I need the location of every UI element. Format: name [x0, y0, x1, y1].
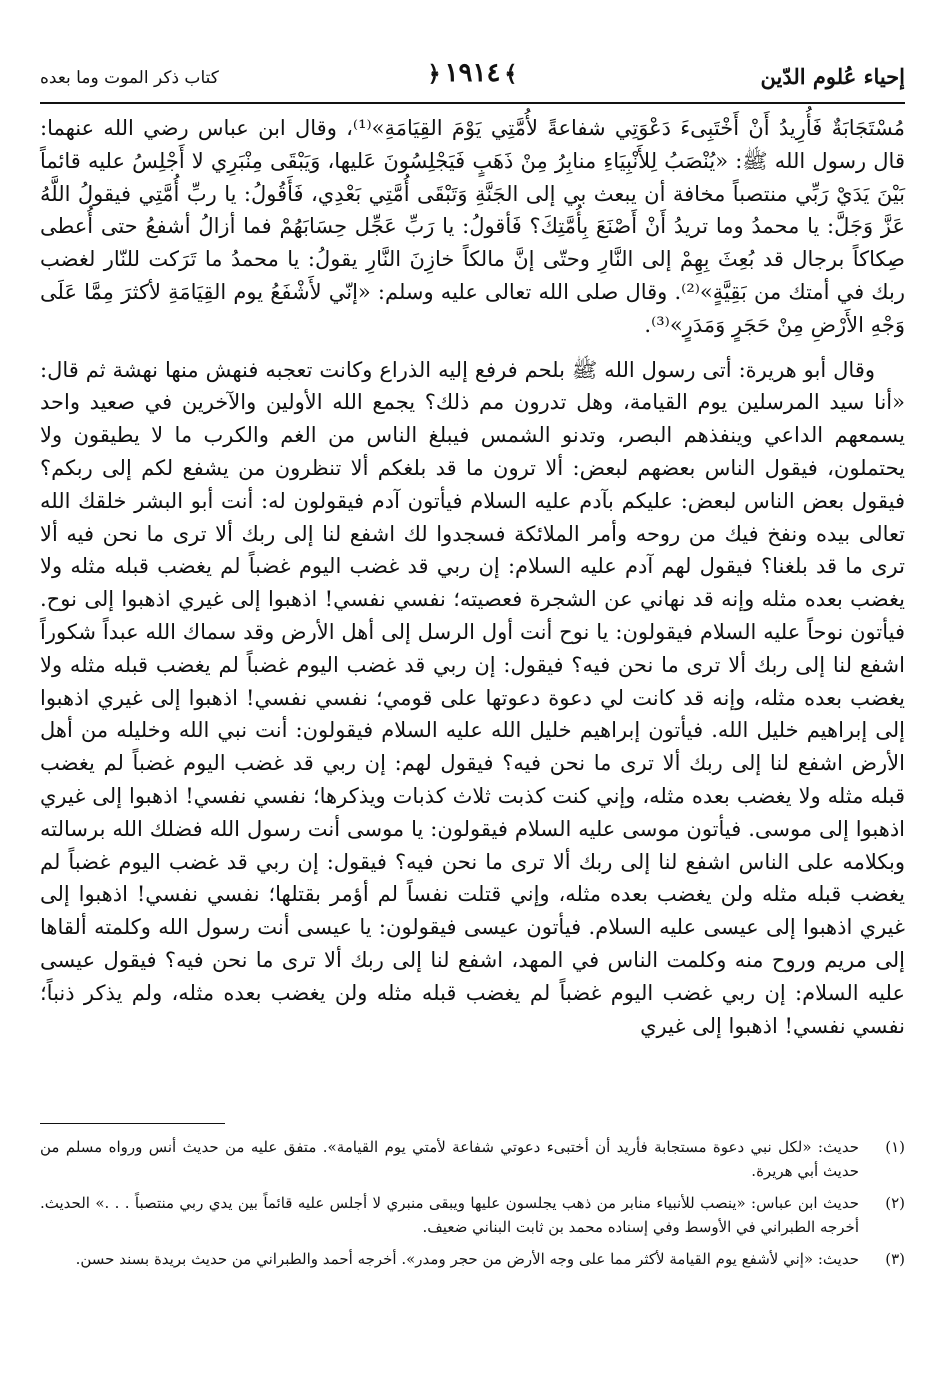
- footnotes: [40, 1135, 905, 1279]
- footnote-divider: [40, 1123, 225, 1124]
- footnote: [40, 1135, 905, 1183]
- ornament-left-icon: ﴿: [427, 61, 441, 87]
- paragraph: وقال أبو هريرة: أتى رسول الله ﷺ بلحم فرفع إليه الذراع وكانت تعجبه فنهش منها نهشة ثم قال: «أنا سيد المرسلين يوم القيامة، وهل تدرون مم ذلك؟ يجمع الله الأولين والآخرين في صعيد واحد يسمعهم الداعي وينفذهم البصر، وتدنو الشمس فيبلغ الناس من الغم والكرب ما لا يطيقون ولا يحتملون، فيقول الناس بعضهم لبعض: ألا ترون ما قد بلغكم ألا تنظرون من يشفع لكم إلى ربكم؟ فيقول بعض الناس لبعض: عليكم بآدم عليه السلام فيأتون آدم فيقولون له: أنت أبو البشر خلقك الله تعالى بيده ونفخ فيك من روحه وأمر الملائكة فسجدوا لك اشفع لنا إلى ربك ألا ترى ما نحن فيه ألا ترى ما قد بلغنا؟ فيقول لهم آدم عليه السلام: إن ربي قد غضب اليوم غضباً لم يغضب قبله مثله ولا يغضب بعده مثله وإنه قد نهاني عن الشجرة فعصيته؛ نفسي نفسي! اذهبوا إلى غيري اذهبوا إلى نوح. فيأتون نوحاً عليه السلام فيقولون: يا نوح أنت أول الرسل إلى أهل الأرض وقد سماك الله عبداً شكوراً اشفع لنا إلى ربك ألا ترى ما نحن فيه؟ فيقول: إن ربي قد غضب اليوم غضباً لم يغضب قبله مثله ولا يغضب بعده مثله، وإنه قد كانت لي دعوة دعوتها على قومي؛ نفسي نفسي! اذهبوا إلى غيري اذهبوا إلى إبراهيم خليل الله. فيأتون إبراهيم خليل الله عليه السلام فيقولون: أنت نبي الله وخليله من أهل الأرض اشفع لنا إلى ربك ألا ترى ما نحن فيه؟ فيقول لهم: إن ربي قد غضب اليوم غضباً لم يغضب قبله مثله ولا يغضب بعده مثله، وإني كنت كذبت ثلاث كذبات ويذكرها؛ نفسي نفسي! اذهبوا إلى غيري اذهبوا إلى موسى. فيأتون موسى عليه السلام فيقولون: يا موسى أنت رسول الله فضلك الله برسالته وبكلامه على الناس اشفع لنا إلى ربك ألا ترى ما نحن فيه؟ فيقول: إن ربي قد غضب اليوم غضباً لم يغضب قبله مثله ولن يغضب بعده مثله، وإني قتلت نفساً لم أؤمر بقتلها؛ نفسي نفسي! اذهبوا إلى غيري اذهبوا إلى عيسى عليه السلام. فيأتون عيسى فيقولون: يا عيسى أنت رسول الله وكلمته ألقاها إلى مريم وروح منه وكلمت الناس في المهد، اشفع لنا إلى ربك ألا ترى ما نحن فيه؟ فيقول عيسى عليه السلام: إن ربي غضب اليوم غضباً لم يغضب قبله مثله ولن يغضب بعده مثله، ولم يذكر ذنباً؛ نفسي نفسي! اذهبوا إلى غيري: [40, 357, 905, 1038]
- footnote-text: حديث ابن عباس: «ينصب للأنبياء منابر من ذهب يجلسون عليها ويبقى منبري لا أجلس عليه قائماً بين يدي ربي منتصباً . . .» الحديث. أخرجه الطبراني في الأوسط وفي إسناده محمد بن ثابت البناني ضعيف.: [40, 1194, 859, 1236]
- chapter-title: كتاب ذكر الموت وما بعده: [40, 68, 219, 88]
- book-title: إحياء عُلوم الدّين: [760, 64, 905, 89]
- main-text: [40, 112, 905, 1042]
- footnote: [40, 1247, 905, 1271]
- footnote-text: حديث: «لكل نبي دعوة مستجابة فأريد أن أختبىء دعوتي شفاعة لأمتي يوم القيامة». متفق عليه من حديث أنس ورواه مسلم من حديث أبي هريرة.: [40, 1138, 859, 1180]
- footnote-number: (٣): [885, 1250, 905, 1268]
- ornament-right-icon: ﴾: [504, 61, 518, 87]
- page-number: ١٩١٤: [444, 58, 501, 88]
- footnote-text: حديث: «إني لأشفع يوم القيامة لأكثر مما على وجه الأرض من حجر ومدر». أخرجه أحمد والطبراني من حديث بريدة بسند حسن.: [75, 1250, 859, 1268]
- footnote-number: (٢): [885, 1194, 905, 1212]
- footnote-number: (١): [885, 1138, 905, 1156]
- page-number-block: [424, 58, 522, 88]
- paragraph: مُسْتَجَابَةٌ فَأُرِيدُ أَنْ أَخْتَبِىءَ دَعْوَتِي شفاعةً لأُمَّتِي يَوْمَ القِيَامَةِ»⁽¹⁾، وقال ابن عباس رضي الله عنهما: قال رسول الله ﷺ: «يُنْصَبُ لِلأَنْبِيَاءِ منابِرُ مِنْ ذَهَبٍ فَيَجْلِسُونَ عَليها، وَيَبْقَى مِنْبَرِي لا أَجْلِسُ عليه قائماً بَيْنَ يَدَيْ رَبِّي منتصباً مخافة أن يبعث بي إلى الجَنَّةِ وَتَبْقَى أُمَّتِي بَعْدِي، فَأَقُولُ: يا ربِّ أُمَّتِي فيقولُ اللَّهُ عَزَّ وَجَلَّ: يا محمدُ وما تريدُ أَنْ أَصْنَعَ بِأُمَّتِكَ؟ فَأقولُ: يا رَبِّ عَجِّل حِسَابَهُمْ فما أزالُ أشفعُ حتى أُعطى صِكاكاً برجال قد بُعِثَ بِهِمْ إلى النَّارِ وحتّى إنَّ مالكاً خازِنَ النَّارِ يقولُ: يا محمدُ ما تَرَكت للنّار لغضب ربك في أمتك من بَقِيَّةٍ»⁽²⁾. وقال صلى الله تعالى عليه وسلم: «إنّي لأَشْفَعُ يوم القِيَامَةِ لأكثرَ مِمَّا عَلَى وَجْهِ الأَرْضِ مِنْ حَجَرٍ وَمَدَرٍ»⁽³⁾.: [40, 116, 905, 337]
- page-header: [40, 52, 905, 104]
- footnote: [40, 1191, 905, 1239]
